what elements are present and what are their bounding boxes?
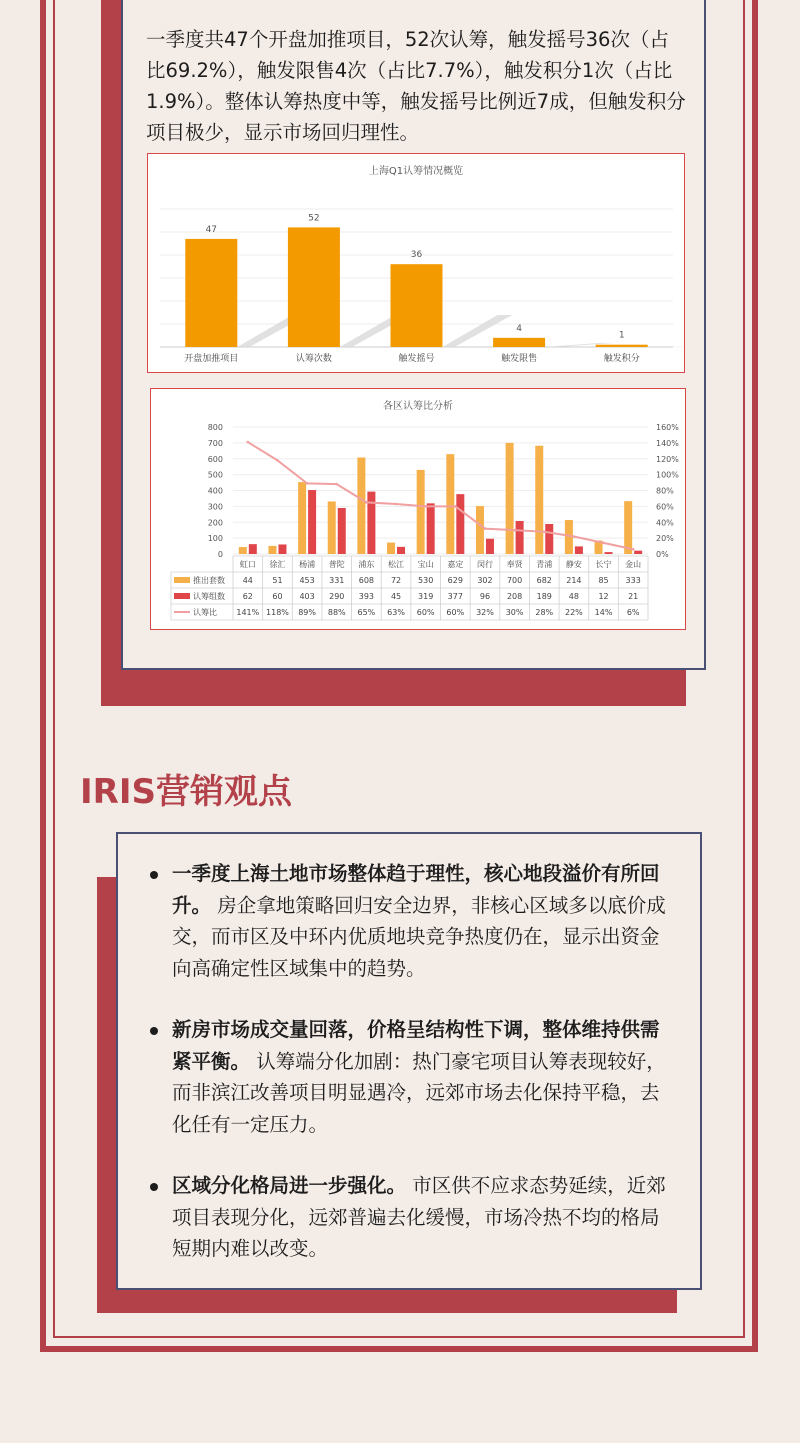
table-cell: 21: [628, 592, 639, 601]
ratio-point: [543, 530, 546, 533]
category-label: 静安: [565, 560, 582, 569]
category-label: 长宁: [595, 560, 612, 569]
viewpoint-item: [150, 1170, 670, 1265]
table-cell: 393: [358, 592, 375, 601]
table-cell: 28%: [535, 608, 554, 617]
bullet-dot-icon: [150, 871, 158, 879]
left-tick-label: 500: [207, 470, 223, 480]
table-cell: 319: [418, 592, 434, 601]
viewpoint-text: 市区供不应求态势延续，近郊项目表现分化，远郊普遍去化缓慢，市场冷热不均的格局短期内难以改变。: [172, 1174, 666, 1260]
left-tick-label: 200: [207, 518, 223, 528]
category-label: 宝山: [417, 560, 434, 569]
bar-subscription: [545, 524, 553, 554]
category-label: 徐汇: [269, 560, 286, 569]
legend-label: 推出套数: [193, 576, 225, 585]
right-tick-label: 60%: [656, 502, 674, 512]
right-tick-label: 80%: [656, 486, 674, 496]
bar-value-label: 47: [205, 224, 218, 235]
ratio-point: [424, 505, 427, 508]
bar-value-label: 4: [516, 323, 522, 334]
left-tick-label: 100: [207, 534, 223, 544]
bar-subscription: [456, 494, 464, 554]
category-label: 普陀: [328, 560, 345, 569]
table-cell: 118%: [266, 608, 289, 617]
viewpoint-headline: 区域分化格局进一步强化。: [172, 1174, 407, 1197]
bar-subscription: [634, 551, 642, 554]
table-cell: 208: [506, 592, 523, 601]
bar-subscription: [575, 546, 583, 554]
bullet-dot-icon: [150, 1183, 158, 1191]
ratio-point: [484, 527, 487, 530]
viewpoint-item: [150, 858, 670, 984]
left-tick-label: 800: [207, 423, 223, 432]
category-label: 闵行: [476, 560, 493, 569]
bar-supply: [535, 446, 543, 554]
bar-supply: [624, 501, 632, 554]
legend-swatch: [174, 593, 190, 599]
table-cell: 32%: [476, 608, 494, 617]
table-cell: 62: [242, 592, 253, 601]
table-cell: 48: [568, 592, 579, 601]
category-label: 奉贤: [506, 560, 523, 569]
category-label: 触发积分: [603, 354, 640, 364]
table-cell: 189: [536, 592, 552, 601]
intro-paragraph: 一季度共47个开盘加推项目，52次认筹，触发摇号36次（占比69.2%），触发限售4次（占比7.7%），触发积分1次（占比1.9%）。整体认筹热度中等，触发摇号比例近7成，但触发积分项目极少，显示市场回归理性。: [146, 28, 686, 144]
table-cell: 331: [329, 576, 345, 585]
bar-supply: [298, 482, 306, 554]
table-cell: 214: [566, 576, 582, 585]
table-cell: 89%: [298, 608, 316, 617]
category-label: 触发摇号: [398, 354, 435, 364]
overview-chart-panel: [147, 153, 685, 373]
bar: [493, 338, 545, 347]
ratio-point: [632, 548, 635, 551]
bar-subscription: [605, 552, 613, 554]
left-tick-label: 300: [207, 502, 223, 512]
bar: [185, 239, 237, 347]
bar-supply: [357, 457, 365, 554]
bar-supply: [417, 470, 425, 554]
viewpoint-list: [150, 858, 670, 1295]
table-cell: 22%: [565, 608, 583, 617]
category-label: 杨浦: [299, 560, 316, 569]
legend-label: 认筹比: [193, 608, 217, 617]
right-tick-label: 100%: [656, 470, 679, 480]
table-cell: 14%: [594, 608, 613, 617]
right-tick-label: 20%: [656, 534, 674, 544]
bar-value-label: 52: [308, 213, 320, 224]
table-cell: 51: [272, 576, 283, 585]
category-label: 虹口: [239, 560, 256, 569]
bar-supply: [506, 443, 514, 554]
table-cell: 403: [299, 592, 315, 601]
ratio-point: [247, 441, 250, 444]
left-tick-label: 400: [207, 486, 223, 496]
table-cell: 453: [299, 576, 315, 585]
viewpoint-headline: 新房市场成交量回落，价格呈结构性下调，整体维持供需紧平衡。: [172, 1018, 660, 1073]
ratio-point: [573, 535, 576, 538]
right-tick-label: 140%: [656, 438, 679, 448]
bar-subscription: [338, 508, 346, 554]
category-label: 松江: [388, 560, 405, 569]
category-label: 金山: [625, 560, 642, 569]
bar: [288, 227, 340, 347]
table-cell: 377: [447, 592, 463, 601]
table-cell: 608: [358, 576, 375, 585]
viewpoint-text: 房企拿地策略回归安全边界，非核心区域多以底价成交，而市区及中环内优质地块竞争热度仍在，显示出资金向高确定性区域集中的趋势。: [172, 893, 666, 980]
ratio-point: [335, 483, 338, 486]
ratio-point: [276, 459, 279, 462]
bar-supply: [268, 546, 276, 554]
bar-supply: [387, 543, 395, 554]
viewpoint-item: [150, 1014, 670, 1140]
bar-subscription: [249, 544, 257, 554]
table-cell: 65%: [357, 608, 376, 617]
table-cell: 629: [447, 576, 463, 585]
chart-title: 各区认筹比分析: [383, 401, 453, 412]
viewpoint-text: 认筹端分化加剧：热门豪宅项目认筹表现较好，而非滨江改善项目明显遇冷，远郊市场去化保持平稳，去化任有一定压力。: [172, 1049, 666, 1136]
table-cell: 12: [598, 592, 609, 601]
bar-subscription: [278, 544, 286, 554]
legend-swatch: [174, 577, 190, 583]
ratio-point: [395, 503, 398, 506]
left-tick-label: 700: [207, 438, 223, 448]
bar-supply: [239, 547, 247, 554]
bullet-dot-icon: [150, 1027, 158, 1035]
chart-title: 上海Q1认筹情况概览: [368, 166, 464, 177]
district-combo-chart: [151, 389, 685, 629]
table-cell: 141%: [236, 608, 260, 617]
category-label: 青浦: [536, 560, 553, 569]
legend-label: 认筹组数: [193, 592, 225, 601]
ratio-point: [365, 501, 368, 504]
table-cell: 72: [390, 576, 402, 585]
right-tick-label: 120%: [656, 454, 679, 464]
table-cell: 6%: [626, 608, 640, 617]
right-tick-label: 0%: [656, 550, 669, 559]
table-cell: 44: [242, 576, 253, 585]
bar-subscription: [367, 492, 375, 554]
left-tick-label: 0: [217, 550, 223, 559]
table-cell: 302: [477, 576, 493, 585]
table-cell: 30%: [505, 608, 524, 617]
table-cell: 63%: [387, 608, 405, 617]
bar-supply: [476, 506, 484, 554]
bar: [391, 264, 443, 347]
section-title: IRIS营销观点: [80, 772, 292, 812]
table-cell: 96: [479, 592, 491, 601]
viewpoint-headline: 一季度上海土地市场整体趋于理性，核心地段溢价有所回升。: [172, 862, 660, 917]
category-label: 嘉定: [447, 560, 464, 569]
bar-subscription: [427, 503, 435, 554]
ratio-point: [454, 505, 457, 508]
table-cell: 682: [536, 576, 552, 585]
table-cell: 60: [272, 592, 283, 601]
right-tick-label: 40%: [656, 518, 674, 528]
overview-bar-chart: [148, 154, 684, 372]
bar: [596, 345, 648, 347]
bar-subscription: [516, 521, 524, 554]
category-label: 开盘加推项目: [184, 354, 239, 364]
category-label: 认筹次数: [295, 354, 332, 364]
table-cell: 700: [506, 576, 523, 585]
left-tick-label: 600: [207, 454, 223, 464]
bar-subscription: [308, 490, 316, 554]
table-cell: 45: [390, 592, 402, 601]
table-cell: 290: [329, 592, 345, 601]
table-cell: 333: [625, 576, 641, 585]
right-tick-label: 160%: [656, 423, 679, 432]
bar-value-label: 1: [618, 330, 625, 341]
bar-subscription: [397, 547, 405, 554]
ratio-point: [602, 542, 605, 545]
district-chart-panel: [150, 388, 686, 630]
ratio-point: [306, 482, 309, 485]
table-cell: 88%: [327, 608, 346, 617]
table-cell: 530: [418, 576, 434, 585]
bar-supply: [446, 454, 454, 554]
bar-value-label: 36: [410, 250, 423, 261]
ratio-point: [513, 529, 516, 532]
table-cell: 60%: [416, 608, 435, 617]
category-label: 浦东: [358, 560, 375, 569]
bar-subscription: [486, 539, 494, 554]
table-cell: 60%: [446, 608, 465, 617]
category-label: 触发限售: [501, 354, 538, 364]
bar-supply: [328, 501, 336, 554]
table-cell: 85: [598, 576, 609, 585]
